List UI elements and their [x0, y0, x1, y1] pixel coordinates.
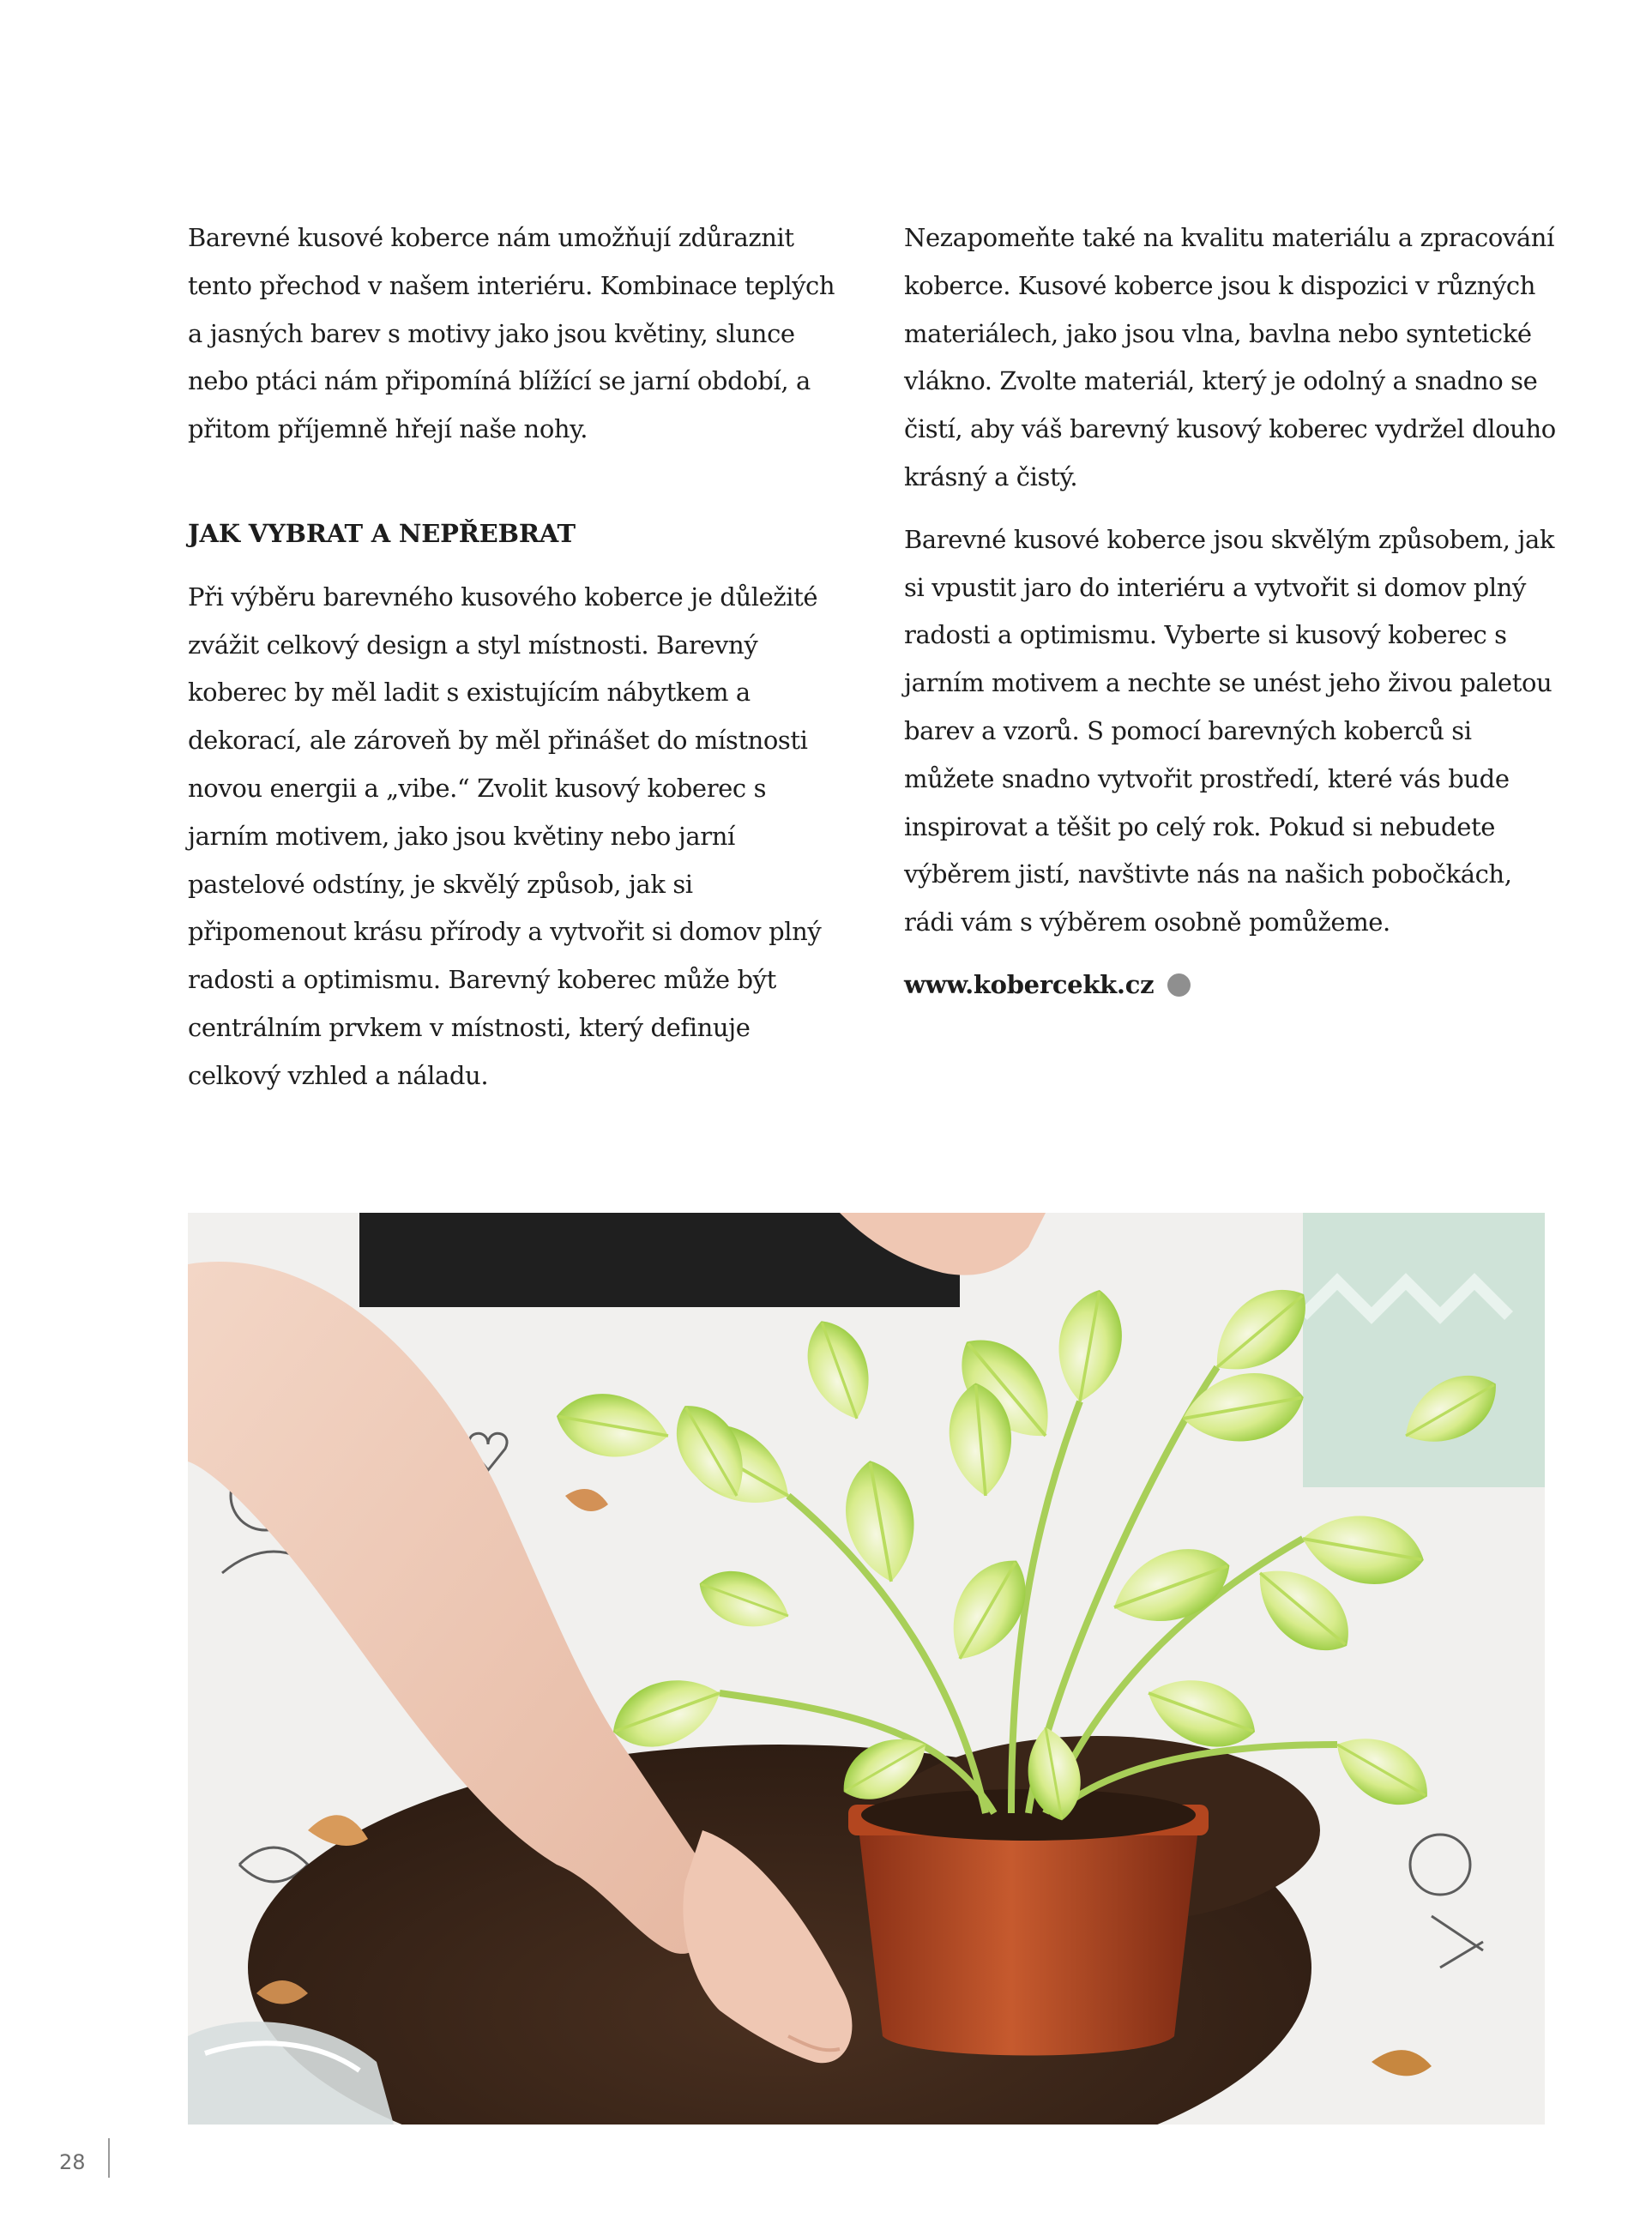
closing-paragraph: Barevné kusové koberce jsou skvělým způsobem, jak si vpustit jaro do interiéru a vytvořit si domov plný radosti a optimismu. Vyberte si kusový koberec s jarním motivem a nechte se unést jeho živou paletou barev a vzorů. S pomocí barevných koberců si můžete snadno vytvořit prostředí, které vás bude inspirovat a těšit po celý rok. Pokud si nebudete výběrem jistí, navštivte nás na našich pobočkách, rádi vám s výběrem osobně pomůžeme.: [904, 524, 1555, 937]
plant-repotting-photo: [188, 1213, 1545, 2125]
body-paragraph: Při výběru barevného kusového koberce je důležité zvážit celkový design a styl místnosti. Barevný koberec by měl ladit s existujícím nábytkem a dekorací, ale zároveň by měl přinášet do místnosti novou energii a „vibe.“ Zvolit kusový koberec s jarním motivem, jako jsou květiny nebo jarní pastelové odstíny, je skvělý způsob, jak si připomenout krásu přírody a vytvořit si domov plný radosti a optimismu. Barevný koberec může být centrálním prvkem v místnosti, který definuje celkový vzhled a náladu.: [188, 582, 822, 1090]
right-column: [904, 214, 1556, 1010]
page-number: 28: [59, 2150, 86, 2174]
material-paragraph: Nezapomeňte také na kvalitu materiálu a zpracování koberce. Kusové koberce jsou k dispozici v různých materiálech, jako jsou vlna, bavlna nebo syntetické vlákno. Zvolte materiál, který je odolný a snadno se čistí, aby váš barevný kusový koberec vydržel dlouho krásný a čistý.: [904, 223, 1556, 491]
website-url[interactable]: www.kobercekk.cz: [904, 969, 1155, 999]
plant-photo-illustration: [188, 1213, 1545, 2125]
website-link[interactable]: [904, 961, 1556, 1010]
bullet-dot-icon: [1167, 973, 1191, 997]
section-heading: JAK VYBRAT A NEPŘEBRAT: [188, 518, 576, 548]
intro-paragraph: Barevné kusové koberce nám umožňují zdůraznit tento přechod v našem interiéru. Kombinace teplých a jasných barev s motivy jako jsou květiny, slunce nebo ptáci nám připomíná blížící se jarní období, a přitom příjemně hřejí naše nohy.: [188, 223, 835, 444]
page-number-divider: [108, 2138, 110, 2178]
left-column: [188, 214, 840, 1115]
